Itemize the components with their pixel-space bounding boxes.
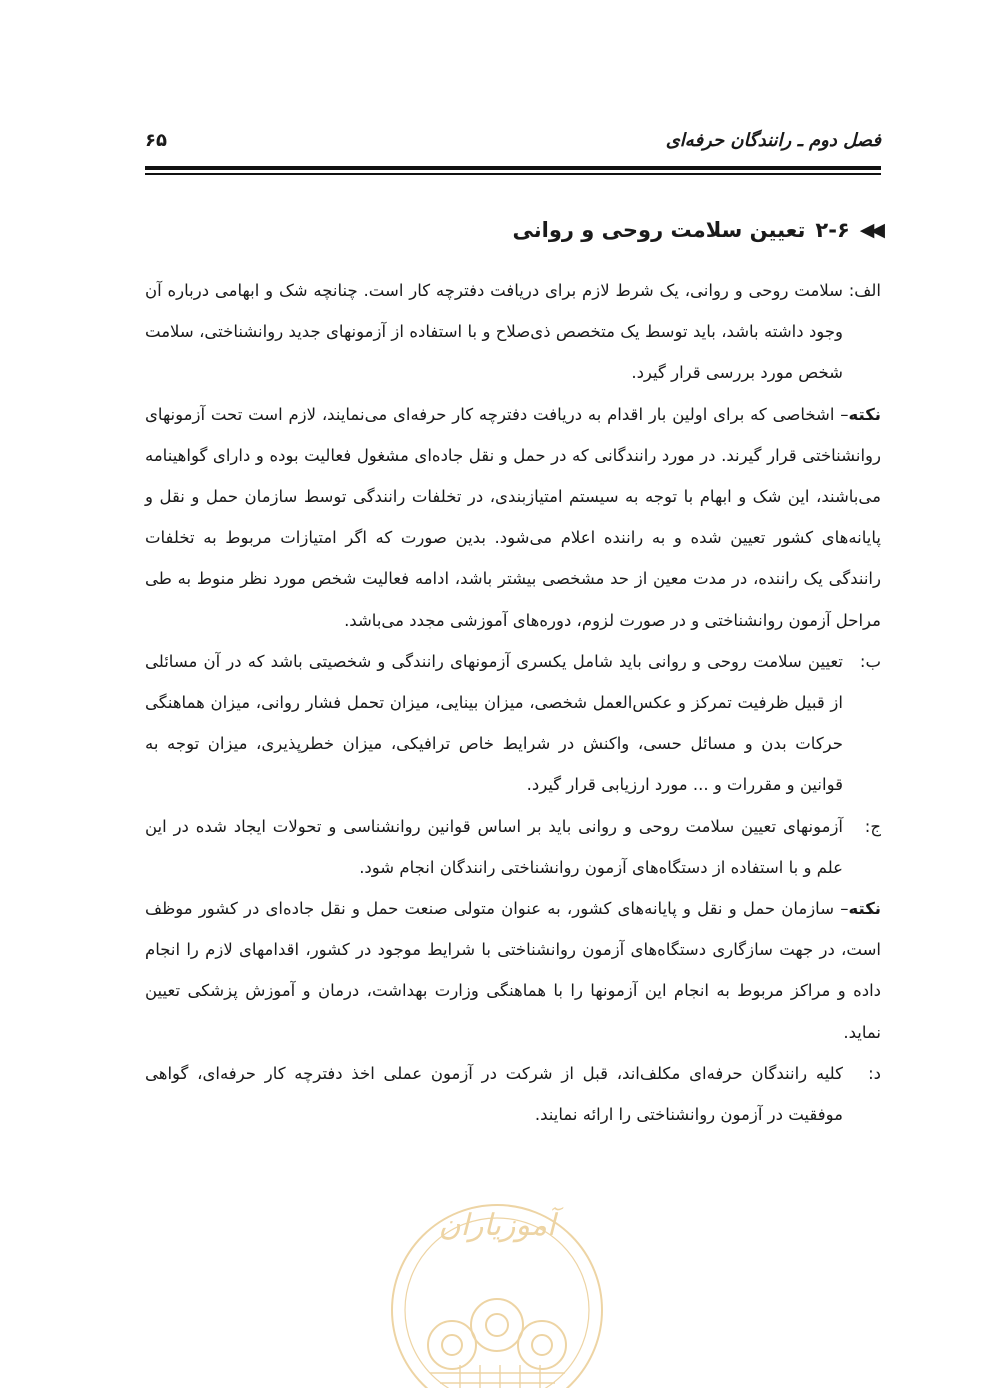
page-header xyxy=(145,128,881,168)
header-rule-thin xyxy=(145,173,881,175)
note-label: نکته xyxy=(848,899,881,919)
header-rule-thick xyxy=(145,166,881,170)
item-text: کلیه رانندگان حرفه‌ای مکلف‌اند، قبل از شرکت در آزمون عملی اخذ دفترچه کار حرفه‌ای، گواهی موفقیت در آزمون روانشناختی را ارائه نمایند. xyxy=(145,1063,843,1125)
item-text: تعیین سلامت روحی و روانی باید شامل یکسری آزمونهای رانندگی و شخصیتی باشد که در آن مسائلی از قبیل ظرفیت تمرکز و عکس‌العمل شخصی، میزان بینایی، میزان تحمل فشار روانی، میزان هماهنگی حرکات بدن و مسائل حسی، واکنش در شرایط خاص ترافیکی، میزان خطرپذیری، میزان توجه به قوانین و مقررات و ... مورد ارزیابی قرار گیرد. xyxy=(145,651,843,795)
watermark-text: آموزیاران xyxy=(438,1208,556,1243)
double-arrow-icon: ◀◀ xyxy=(859,219,881,241)
list-item-dal xyxy=(145,1053,881,1135)
item-label: ب: xyxy=(859,651,881,671)
section-body xyxy=(145,270,881,1135)
publisher-seal-watermark xyxy=(390,1195,605,1388)
note-paragraph xyxy=(145,394,881,641)
chapter-title: فصل دوم ـ رانندگان حرفه‌ای xyxy=(665,130,881,151)
section-heading xyxy=(513,218,882,242)
page-number: ۶۵ xyxy=(145,130,167,151)
item-text: سلامت روحی و روانی، یک شرط لازم برای دریافت دفترچه کار است. چنانچه شک و ابهامی درباره آن وجود داشته باشد، باید توسط یک متخصص ذی‌صلاح و با استفاده از آزمونهای جدید روانشناختی، سلامت شخص مورد بررسی قرار گیرد. xyxy=(145,281,843,383)
list-item-alef xyxy=(145,270,881,394)
document-page xyxy=(145,0,881,1388)
item-label: ج: xyxy=(864,816,881,836)
note-text: – سازمان حمل و نقل و پایانه‌های کشور، به عنوان متولی صنعت حمل و نقل جاده‌ای در کشور موظف است، در جهت سازگاری دستگاه‌های آزمون روانشناختی با شرایط موجود در کشور، اقدامهای لازم را انجام داده و مراکز مربوط به انجام این آزمونها را با هماهنگی وزارت بهداشت، درمان و آموزش پزشکی تعیین نماید. xyxy=(145,899,881,1042)
item-label: الف: xyxy=(848,281,881,300)
item-text: آزمونهای تعیین سلامت روحی و روانی باید بر اساس قوانین روانشناسی و تحولات ایجاد شده در این علم و با استفاده از دستگاه‌های آزمون روانشناختی رانندگان انجام شود. xyxy=(145,816,843,877)
section-number: ۲-۶ xyxy=(815,218,850,242)
note-label: نکته xyxy=(848,404,881,424)
note-paragraph xyxy=(145,888,881,1053)
list-item-jim xyxy=(145,806,881,888)
section-title: تعیین سلامت روحی و روانی xyxy=(512,218,806,242)
list-item-be xyxy=(145,641,881,806)
note-text: – اشخاصی که برای اولین بار اقدام به دریافت دفترچه کار حرفه‌ای می‌نمایند، لازم است تحت آزمونهای روانشناختی قرار گیرند. در مورد رانندگانی که در حمل و نقل جاده‌ای مشغول فعالیت بوده و دارای گواهینامه می‌باشند، این شک و ابهام با توجه به سیستم امتیازبندی، در تخلفات رانندگی توسط سازمان حمل و نقل و پایانه‌های کشور تعیین شده و به راننده اعلام می‌شود. بدین صورت که اگر امتیازات مربوط به تخلفات رانندگی یک راننده، در مدت معین از حد مشخصی بیشتر باشد، ادامه فعالیت شخص مورد نظر منوط به طی مراحل آزمون روانشناختی و در صورت لزوم، دوره‌های آموزشی مجدد می‌باشد. xyxy=(145,404,881,630)
item-label: د: xyxy=(868,1063,881,1083)
